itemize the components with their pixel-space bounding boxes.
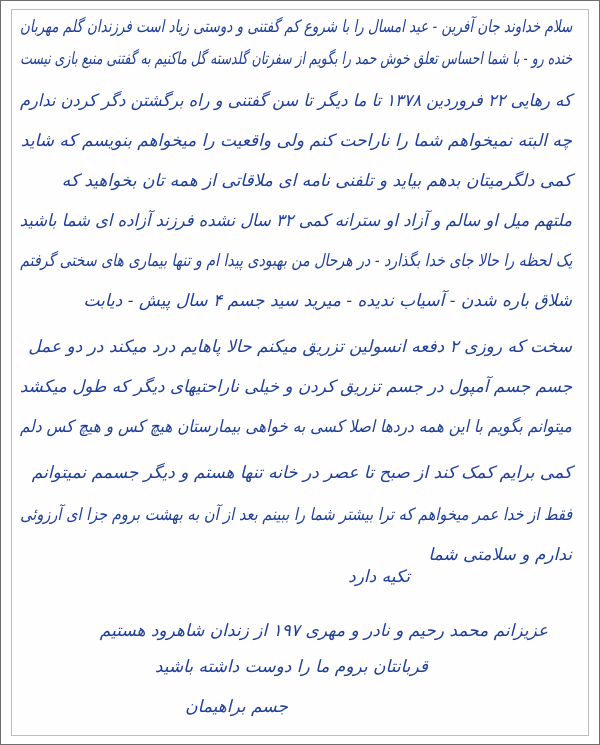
signoff-line-3: جسم براهیمان: [185, 697, 288, 717]
letter-line-4: چه البته نمیخواهم شما را ناراحت کنم ولی واقعیت را میخواهم بنویسم که شاید: [20, 131, 572, 151]
letter-line-10: جسم جسم آمپول در جسم تزریق کردن و خیلی ناراحتیهای دیگر که طول میکشد: [19, 377, 572, 397]
letter-line-7: یک لحظه را حالا جای خدا بگذارد - در هرحال من بهبودی پیدا ام و تنها بیماری های سختی گرفتم: [19, 251, 572, 271]
letter-paper: [11, 9, 589, 736]
letter-line-11: میتوانم بگویم با این همه دردها اصلا کسی به خواهی بیمارستان هیچ کس و هیچ کس دلم: [20, 417, 572, 437]
letter-line-3: که رهایی ۲۲ فروردین ۱۳۷۸ تا ما دیگر تا سن گفتنی و راه برگشتن دگر کردن ندارم: [20, 91, 572, 111]
letter-line-2: خنده رو - با شما احساس تعلق خوش حمد را بگویم از سفرتان گلدسته گل ماکنیم به گفتنی منبع بازی نیست: [19, 49, 572, 69]
letter-line-9: سخت که روزی ۲ دفعه انسولین تزریق میکنم حالا پاهایم درد میکند در دو عمل: [28, 337, 572, 357]
signoff-line-2: قربانتان بروم ما را دوست داشته باشید: [154, 657, 428, 677]
letter-line-12: کمی برایم کمک کند از صبح تا عصر در خانه تنها هستم و دیگر جسمم نمیتوانم: [31, 463, 572, 483]
letter-line-13: فقط از خدا عمر میخواهم که ترا بیشتر شما را ببینم بعد از آن به بهشت بروم جزا ای آرزوئی: [19, 505, 572, 525]
letter-closing: تکیه دارد: [348, 567, 410, 587]
letter-line-14: ندارم و سلامتی شما: [428, 545, 572, 565]
letter-line-1: سلام خداوند جان آفرین - عید امسال را با شروع کم گفتنی و دوستی زیاد است فرزندان گلم مهربان: [19, 17, 572, 37]
letter-line-8: شلاق باره شدن - آسیاب ندیده - میرید سید جسم ۴ سال پیش - دیابت: [83, 291, 572, 311]
letter-line-6: ملتهم میل او سالم و آزاد او سترانه کمی ۳۲ سال نشده فرزند آزاده ای شما باشید: [19, 211, 572, 231]
signoff-line-1: عزیزانم محمد رحیم و نادر و مهری ۱۹۷ از زندان شاهرود هستیم: [99, 621, 548, 641]
letter-line-5: کمی دلگرمیتان بدهم بیاید و تلفنی نامه ای ملاقاتی از همه تان بخواهید که: [61, 171, 572, 191]
